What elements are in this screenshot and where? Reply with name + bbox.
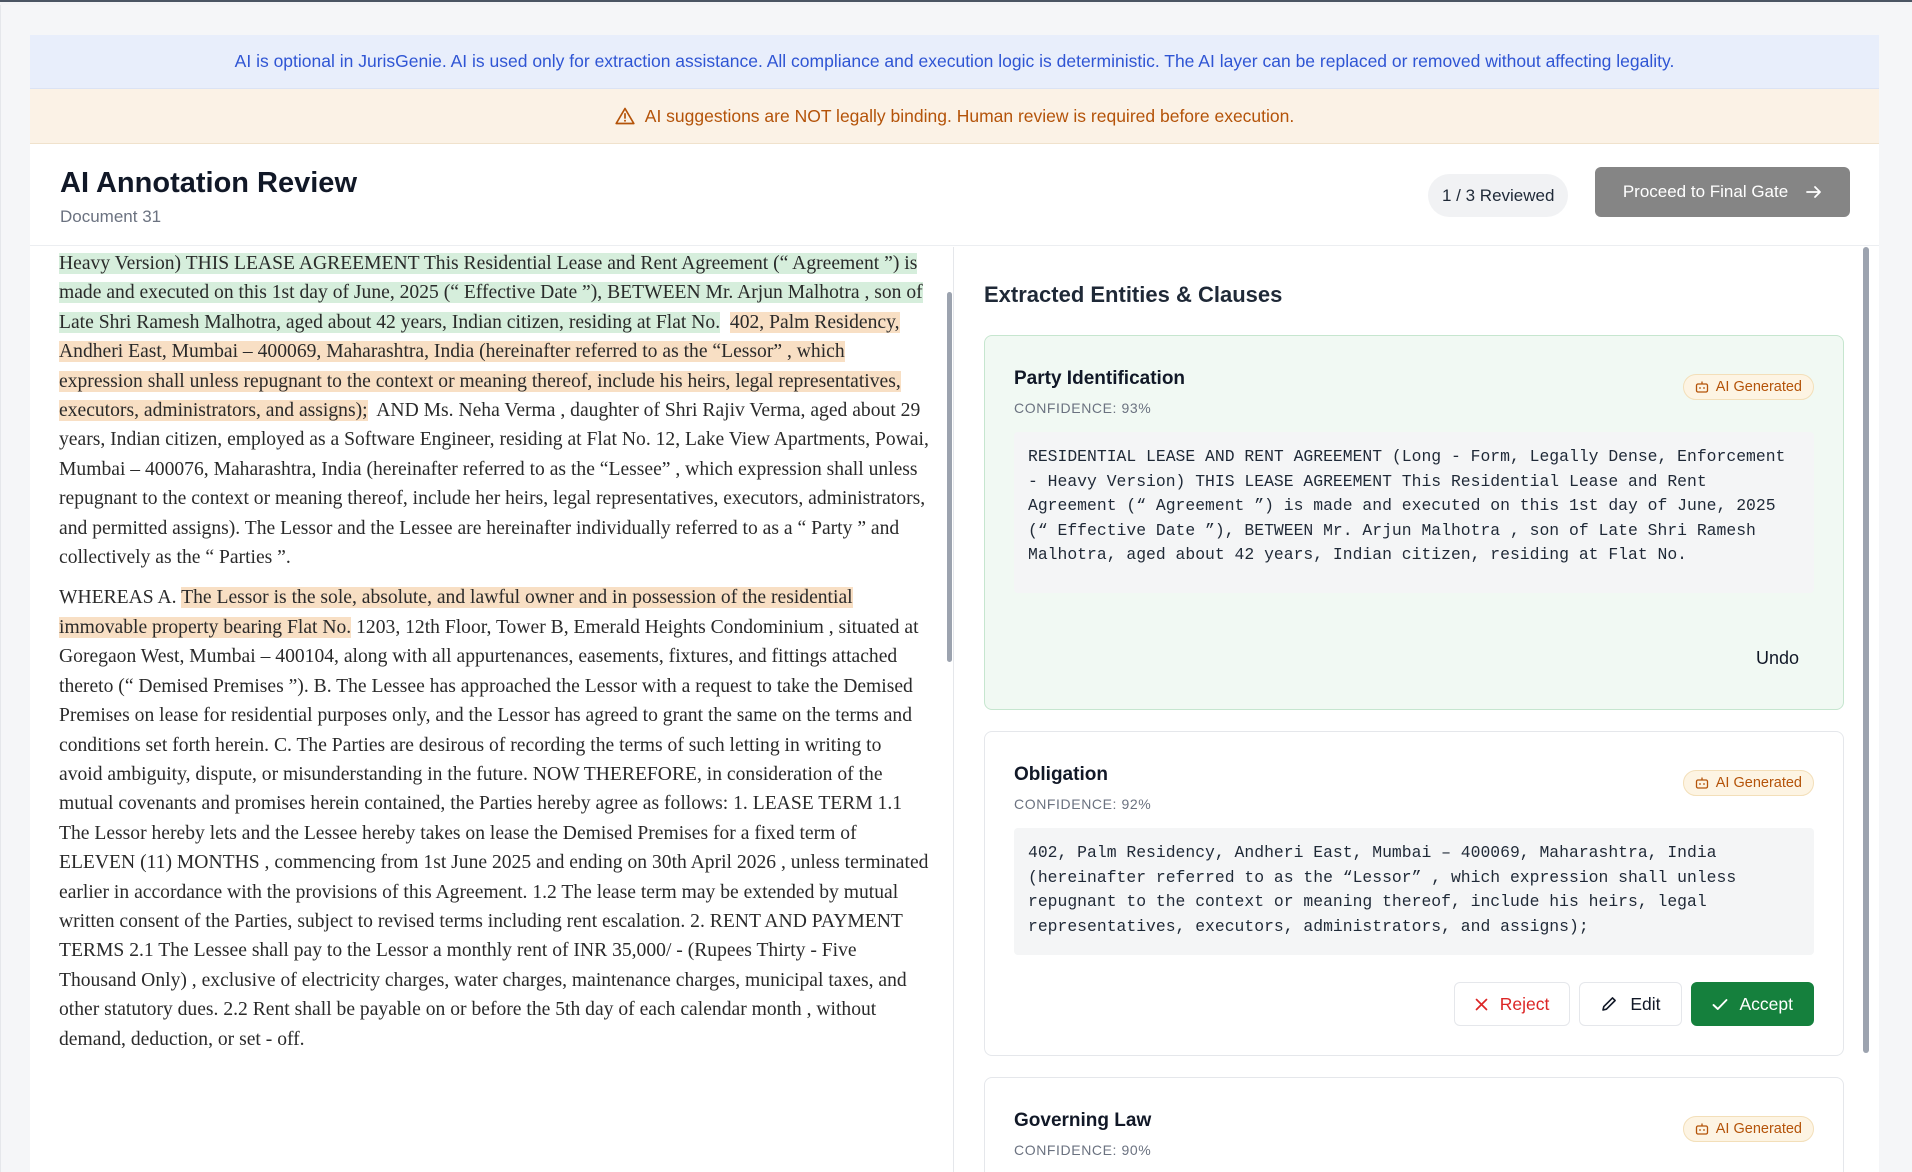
- ai-generated-badge: [1683, 770, 1814, 796]
- document-plain-text: WHEREAS A.: [59, 587, 177, 609]
- accept-button[interactable]: [1691, 982, 1815, 1026]
- document-text-pane[interactable]: [30, 247, 954, 1172]
- warning-text: AI suggestions are NOT legally binding. Human review is required before execution.: [644, 105, 1295, 126]
- entity-snippet: RESIDENTIAL LEASE AND RENT AGREEMENT (Long - Form, Legally Dense, Enforcement - Heavy Version) THIS LEASE AGREEMENT This Residential Lease and Rent Agreement (“ Agreement ”) is made and executed on this 1st day of June, 2025 (“ Effective Date ”), BETWEEN Mr. Arjun Malhotra , son of Late Shri Ramesh Malhotra, aged about 42 years, Indian citizen, residing at Flat No.: [1014, 432, 1814, 593]
- review-body: [30, 247, 1879, 1172]
- undo-button[interactable]: Undo: [1755, 648, 1799, 668]
- ai-optional-banner: [30, 35, 1879, 89]
- check-icon: [1712, 998, 1728, 1011]
- review-header: [30, 144, 1879, 246]
- document-plain-text: AND Ms. Neha Verma , daughter of Shri Rajiv Verma, aged about 29 years, Indian citizen, employed as a Software Engineer, residing at Flat No. 12, Lake View Apartments, Powai, Mumbai – 400076, Maharashtra, India (hereinafter referred to as the “Lessee” , which expression shall unless repugnant to the context or meaning thereof, include her heirs, legal representatives, executors, administrators, and permitted assigns). The Lessor and the Lessee are hereinafter individually referred to as a “ Party ” and collectively as the “ Parties ”.: [59, 400, 929, 569]
- page-title: AI Annotation Review: [60, 167, 357, 199]
- entities-title: Extracted Entities & Clauses: [984, 282, 1283, 307]
- document-plain-text: 1203, 12th Floor, Tower B, Emerald Heights Condominium , situated at Goregaon West, Mumbai – 400104, along with all appurtenances, easements, fixtures, and fittings attached thereto (“ Demised Premises ”). B. The Lessee has approached the Lessor with a request to take the Demised Premises on lease for residential purposes only, and the Lessor has agreed to grant the same on the terms and conditions set forth herein. C. The Parties are desirous of recording the terms of such letting in writing to avoid ambiguity, dispute, or misunderstanding in the future. NOW THEREFORE, in consideration of the mutual covenants and promises herein contained, the Parties hereby agree as follows: 1. LEASE TERM 1.1 The Lessor hereby lets and the Lessee hereby takes on lease the Demised Premises for a fixed term of ELEVEN (11) MONTHS , commencing from 1st June 2025 and ending on 30th April 2026 , unless terminated earlier in accordance with the provisions of this Agreement. 1.2 The lease term may be extended by mutual written consent of the Parties, subject to revised terms including rent escalation. 2. RENT AND PAYMENT TERMS 2.1 The Lessee shall pay to the Lessor a monthly rent of INR 35,000/ - (Rupees Thirty - Five Thousand Only) , exclusive of electricity charges, water charges, maintenance charges, municipal taxes, and other statutory dues. 2.2 Rent shall be payable on or before the 5th day of each calendar month , without demand, deduction, or set - off.: [59, 616, 929, 1050]
- warning-triangle-icon: [615, 107, 635, 125]
- proceed-label: Proceed to Final Gate: [1622, 182, 1789, 201]
- document-label: Document 31: [60, 207, 162, 226]
- document-paragraph: [59, 249, 929, 572]
- close-icon: [1475, 998, 1488, 1011]
- warning-banner: [30, 89, 1879, 144]
- edit-label: Edit: [1630, 993, 1661, 1014]
- review-progress-badge: 1 / 3 Reviewed: [1428, 174, 1568, 217]
- document-text: [59, 249, 929, 1065]
- document-paragraph: [59, 583, 929, 1054]
- reject-button[interactable]: [1454, 982, 1571, 1026]
- arrow-right-icon: [1806, 185, 1822, 199]
- proceed-to-final-gate-button[interactable]: [1595, 167, 1850, 217]
- badge-label: AI Generated: [1715, 1121, 1802, 1137]
- review-panel: [30, 35, 1879, 1172]
- document-scrollbar[interactable]: [947, 292, 952, 662]
- highlight-clause[interactable]: The Lessor is the sole, absolute, and lawful owner and in possession of the residential immovable property bearing Flat No.: [59, 587, 853, 638]
- ai-notice-text: AI is optional in JurisGenie. AI is used only for extraction assistance. All compliance and execution logic is deterministic. The AI layer can be replaced or removed without affecting legality.: [234, 51, 1675, 71]
- ai-generated-badge: [1683, 374, 1814, 400]
- badge-label: AI Generated: [1715, 775, 1802, 791]
- robot-icon: [1695, 380, 1709, 394]
- entity-type: Obligation: [1014, 764, 1108, 785]
- edit-button[interactable]: [1579, 982, 1681, 1026]
- entity-type: Governing Law: [1014, 1110, 1152, 1131]
- highlight-party-identification[interactable]: Heavy Version) THIS LEASE AGREEMENT This Residential Lease and Rent Agreement (“ Agreement ”) is made and executed on this 1st day of June, 2025 (“ Effective Date ”), BETWEEN Mr. Arjun Malhotra , son of Late Shri Ramesh Malhotra, aged about 42 years, Indian citizen, residing at Flat No.: [59, 253, 923, 333]
- robot-icon: [1695, 1122, 1709, 1136]
- entity-card-party-identification: [984, 335, 1844, 710]
- card-actions: [1454, 982, 1814, 1026]
- entities-scrollbar[interactable]: [1863, 247, 1869, 1053]
- entity-type: Party Identification: [1014, 368, 1186, 389]
- confidence-label: CONFIDENCE: 90%: [1014, 1142, 1152, 1158]
- reject-label: Reject: [1499, 993, 1550, 1014]
- entities-pane[interactable]: [955, 247, 1879, 1172]
- confidence-label: CONFIDENCE: 92%: [1014, 796, 1152, 812]
- badge-label: AI Generated: [1715, 379, 1802, 395]
- highlight-obligation[interactable]: 402, Palm Residency, Andheri East, Mumbai – 400069, Maharashtra, India (hereinafter referred to as the “Lessor” , which expression shall unless repugnant to the context or meaning thereof, include his heirs, legal representatives, executors, administrators, and assigns);: [59, 311, 901, 422]
- confidence-label: CONFIDENCE: 93%: [1014, 400, 1152, 416]
- pencil-icon: [1600, 995, 1618, 1013]
- entity-snippet: 402, Palm Residency, Andheri East, Mumbai – 400069, Maharashtra, India (hereinafter referred to as the “Lessor” , which expression shall unless repugnant to the context or meaning thereof, include his heirs, legal representatives, executors, administrators, and assigns);: [1014, 828, 1814, 955]
- entity-card-governing-law: [984, 1077, 1844, 1172]
- ai-generated-badge: [1683, 1116, 1814, 1142]
- accept-label: Accept: [1739, 993, 1793, 1014]
- entity-card-obligation: [984, 731, 1844, 1056]
- robot-icon: [1695, 776, 1709, 790]
